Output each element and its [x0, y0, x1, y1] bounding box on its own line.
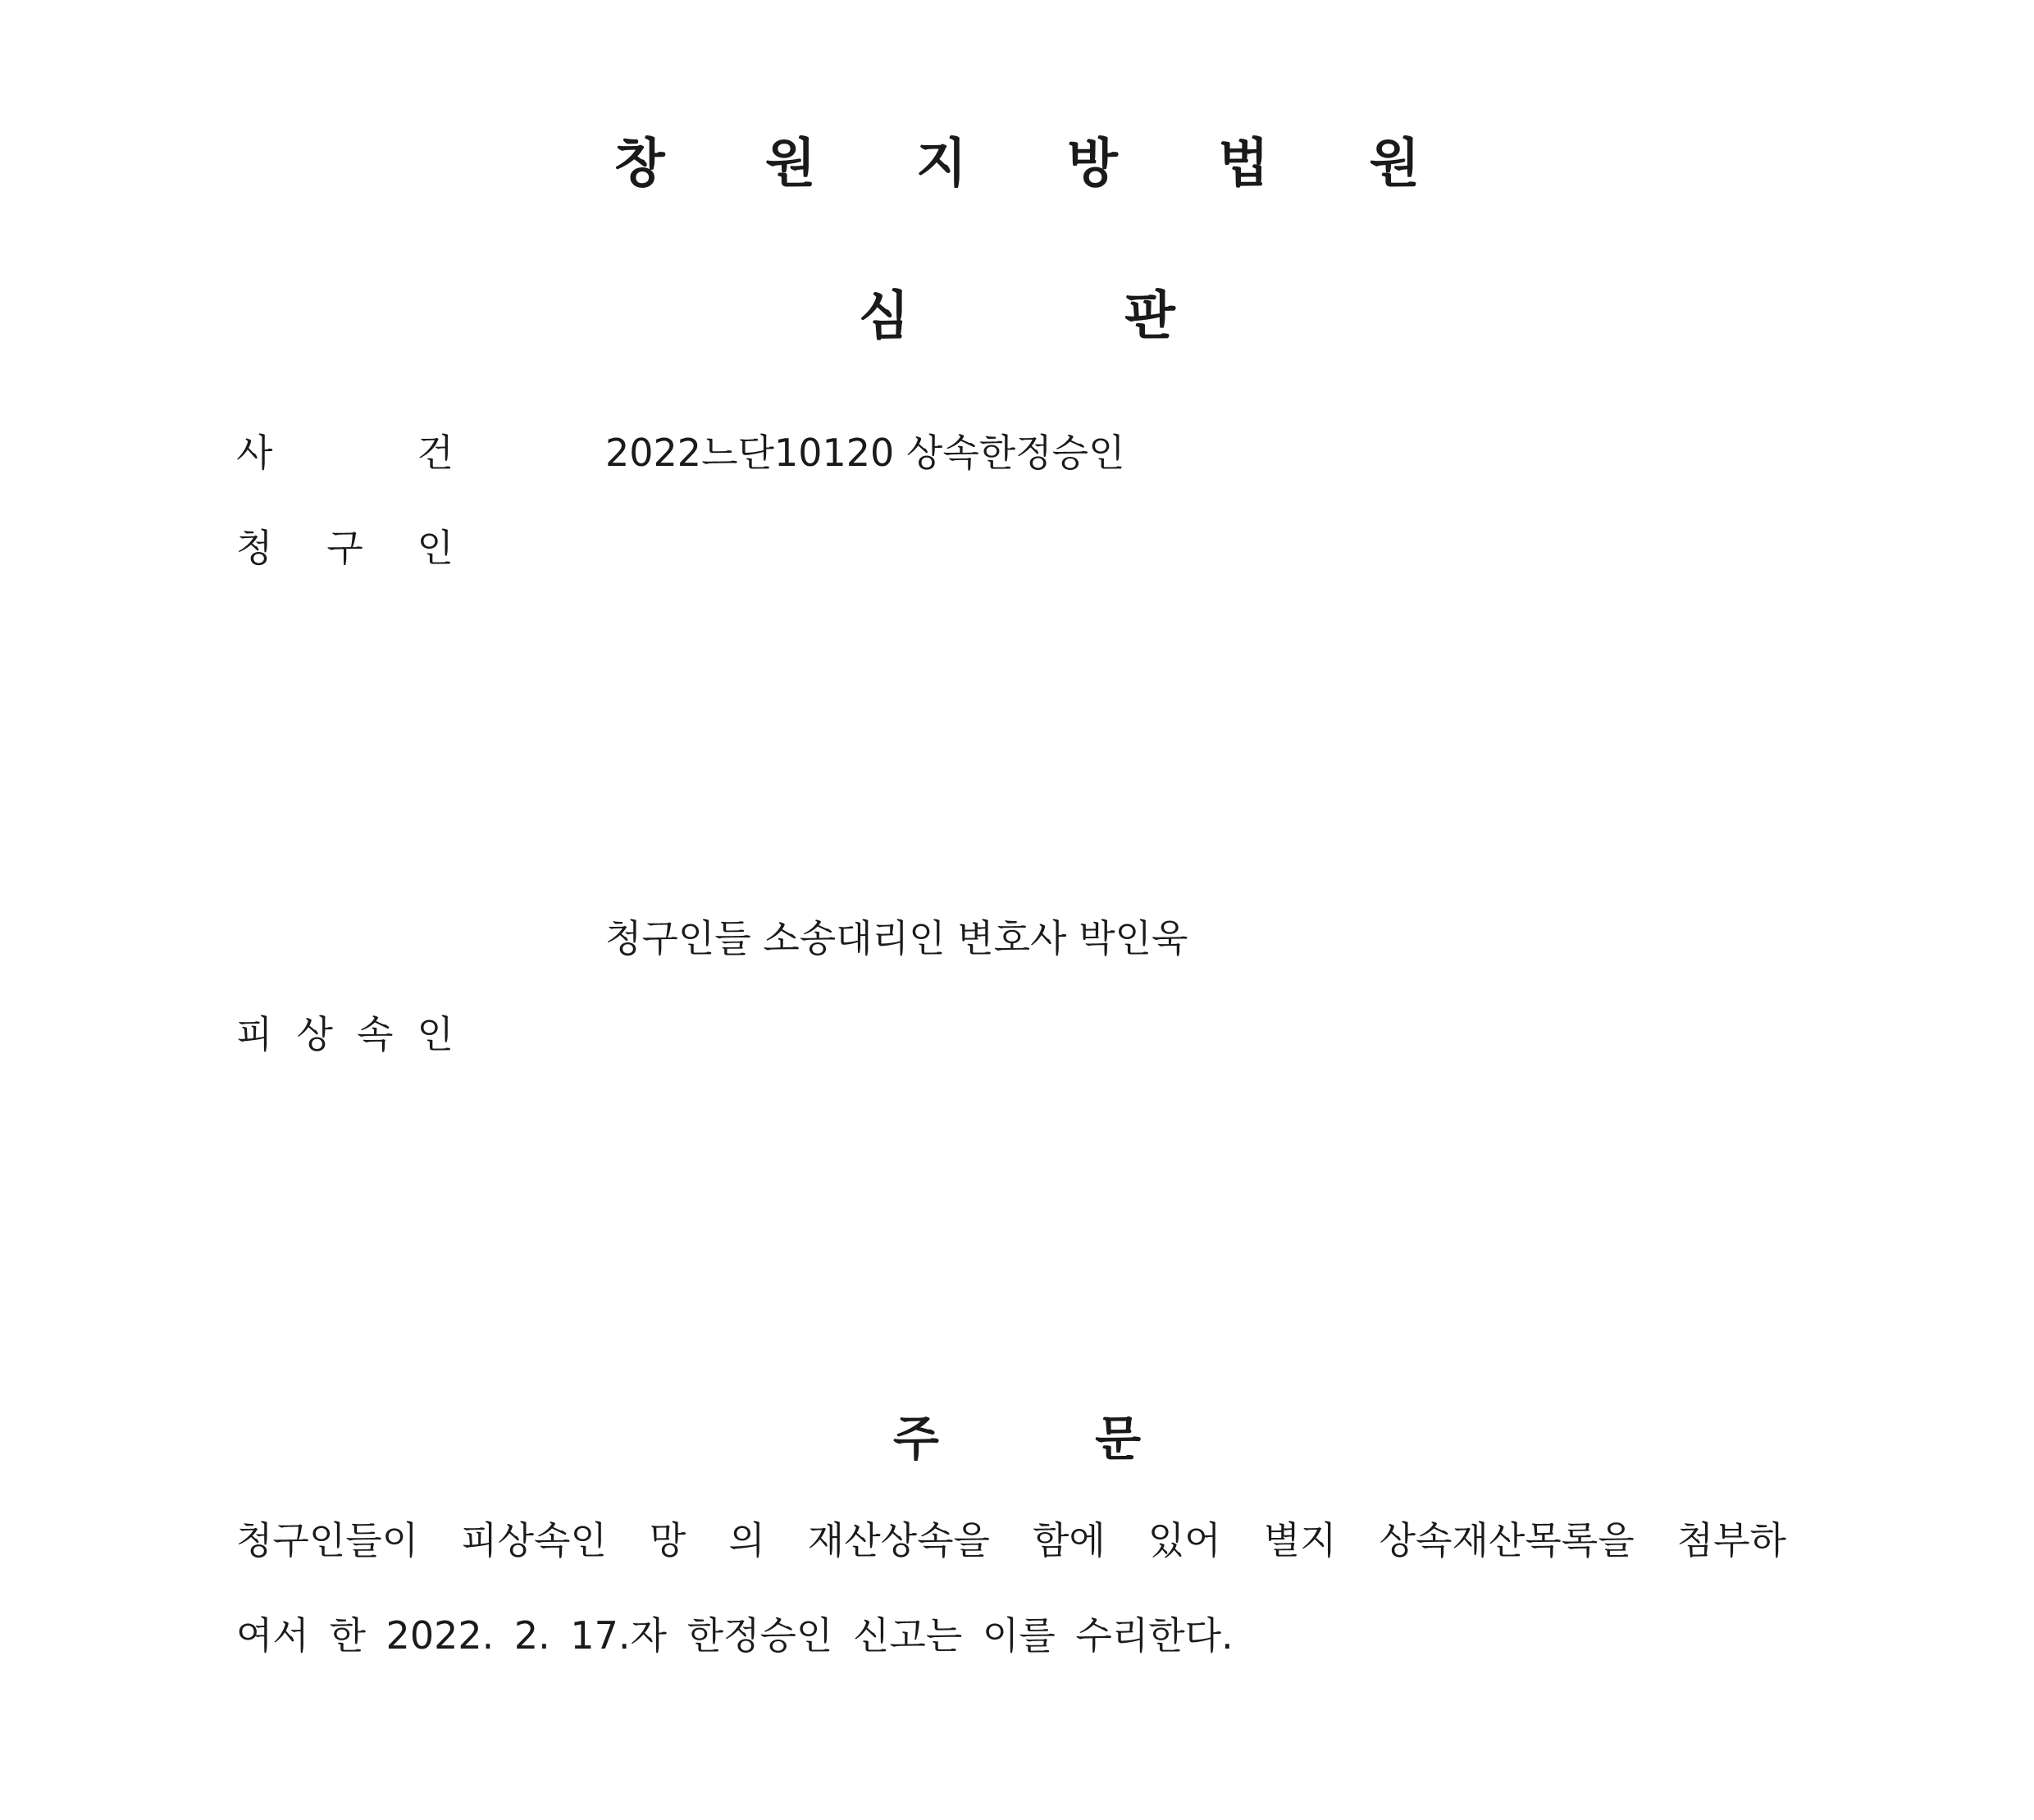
case-number: 2022느단10120 상속한정승인 — [605, 431, 1125, 475]
claimant-label: 청 구 인 — [236, 526, 454, 570]
order-heading: 주 문 — [892, 1411, 1142, 1466]
document-type-title: 심 판 — [859, 286, 1175, 347]
decedent-label: 피 상 속 인 — [236, 1012, 454, 1056]
claimant-agent: 청구인들 소송대리인 변호사 박인욱 — [605, 916, 1188, 960]
court-name: 창 원 지 방 법 원 — [613, 134, 1462, 194]
case-label: 사 건 — [236, 431, 454, 475]
order-text-line-2: 여서 한 2022. 2. 17.자 한정승인 신고는 이를 수리한다. — [236, 1613, 1234, 1658]
order-text-line-1: 청구인들이 피상속인 망 의 재산상속을 함에 있어 별지 상속재산목록을 첨부하 — [236, 1518, 1786, 1562]
